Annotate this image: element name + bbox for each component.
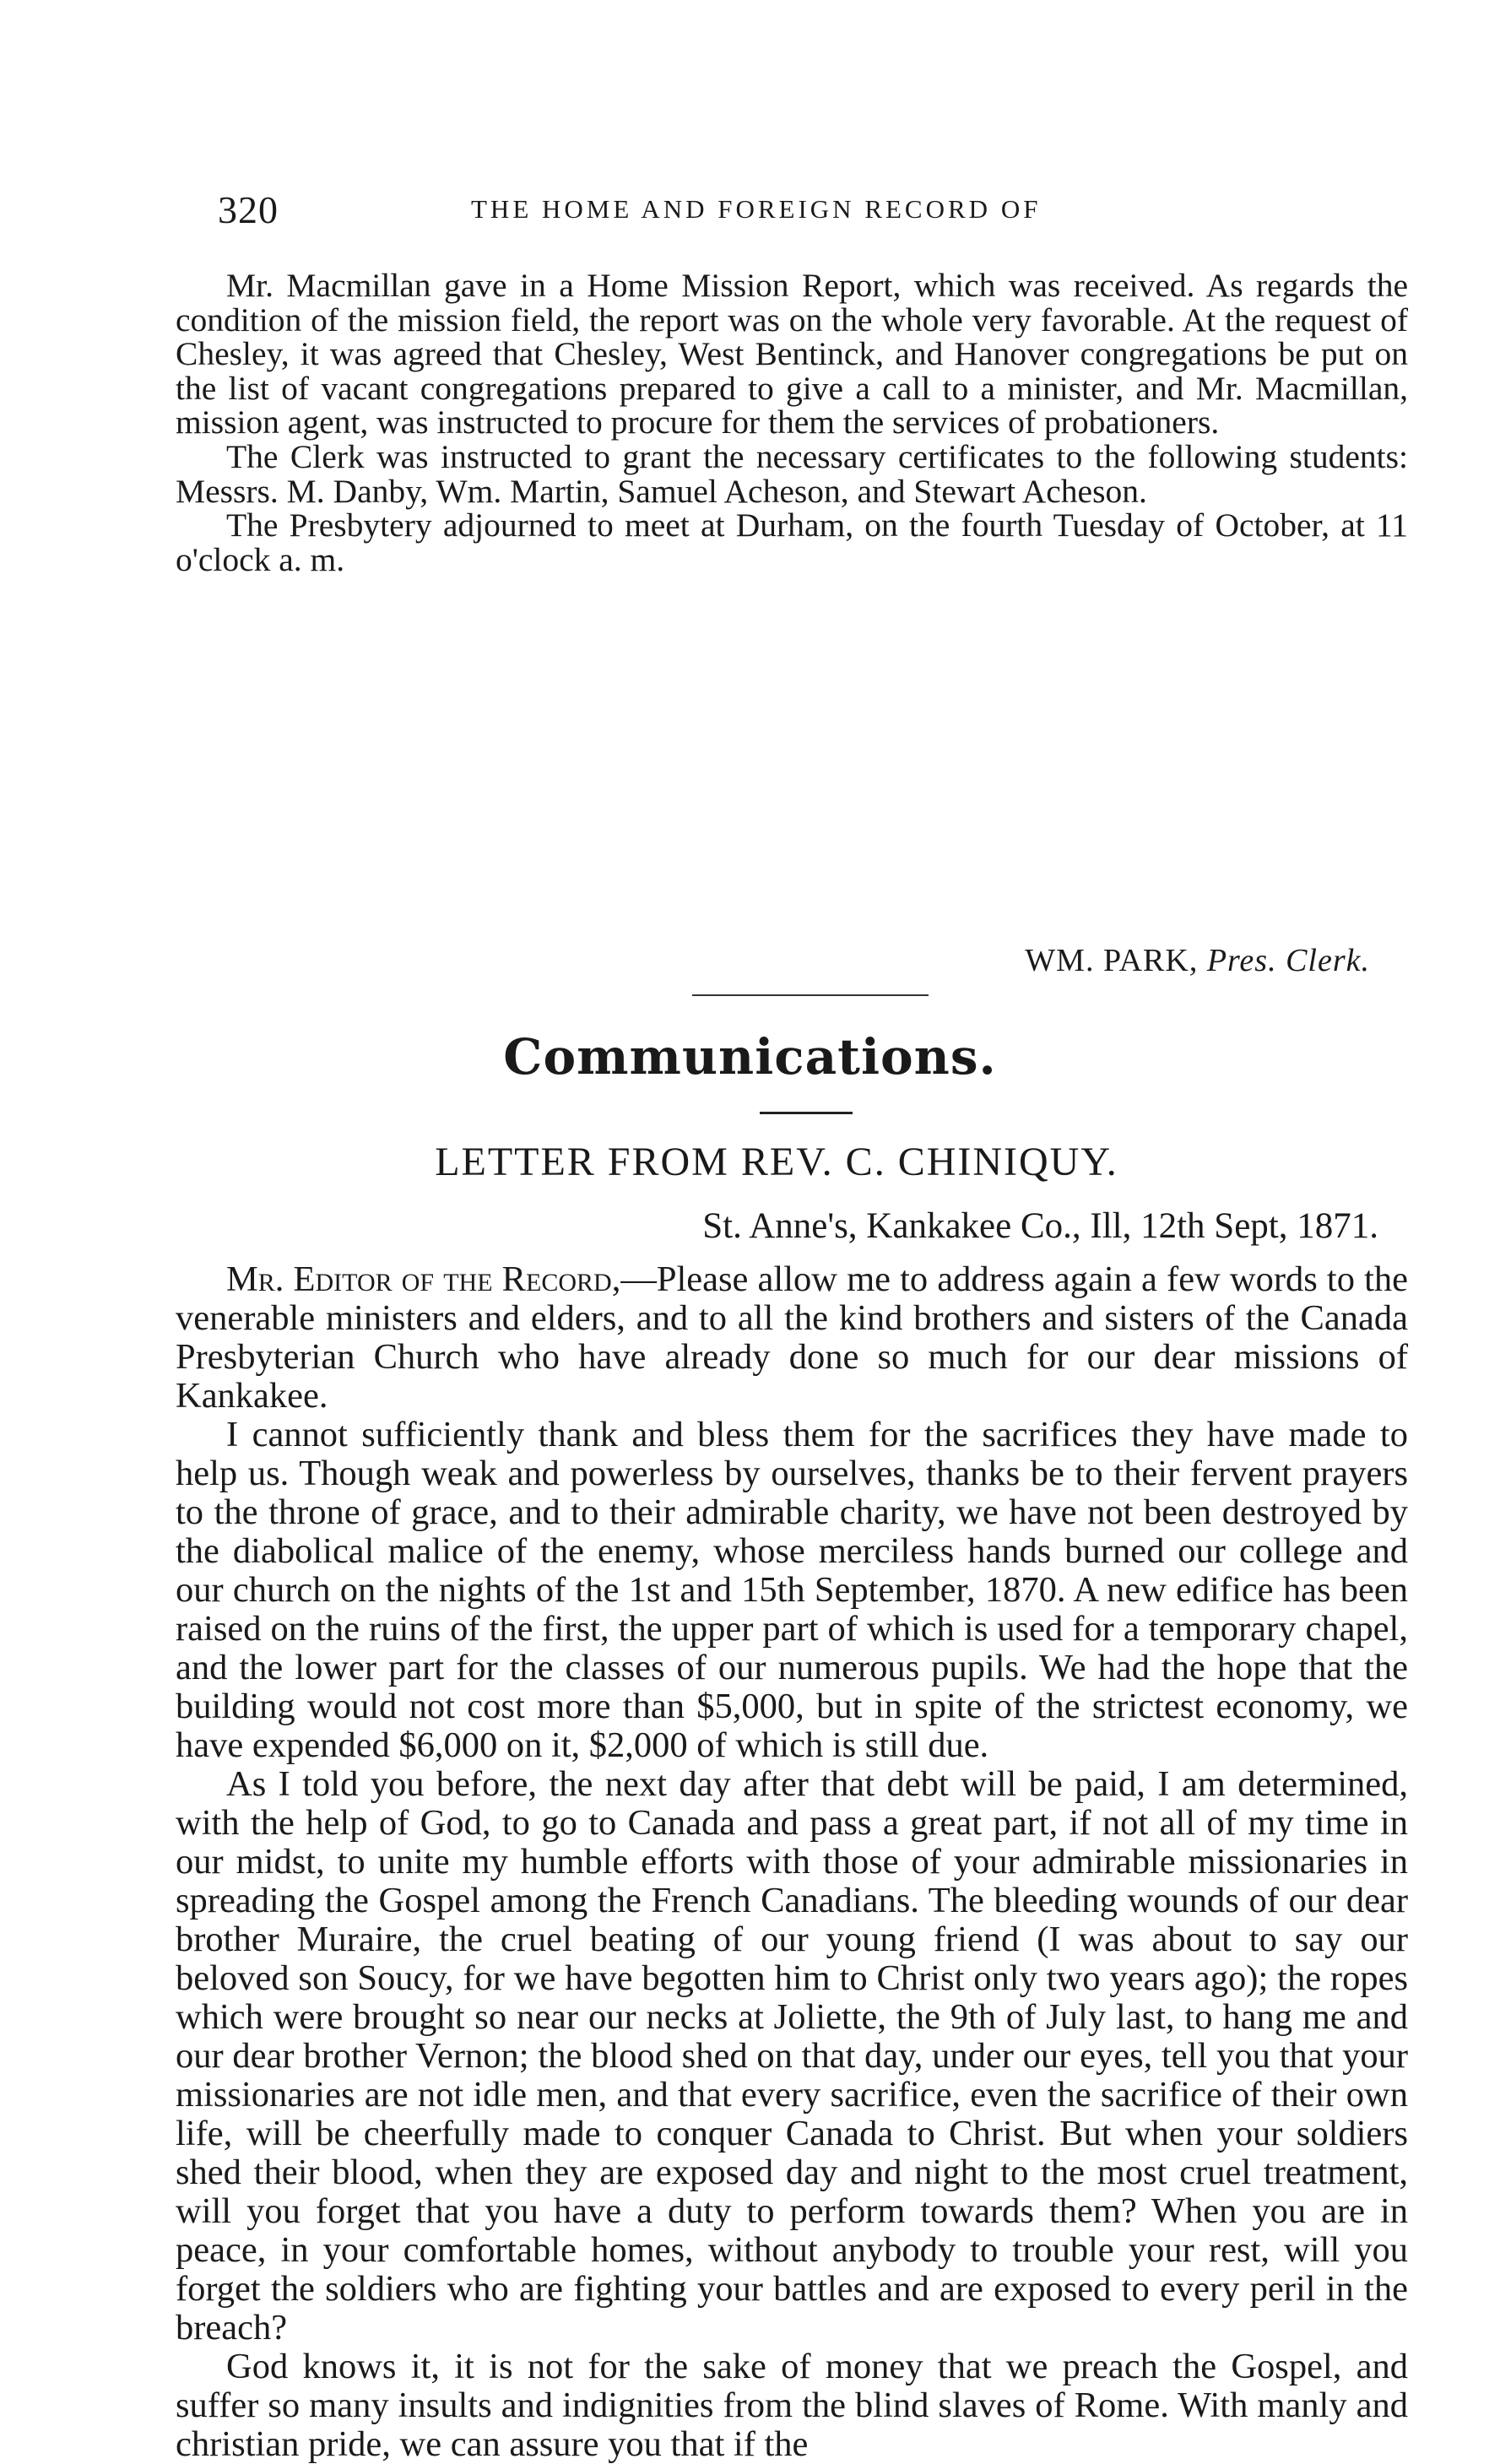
presbytery-paragraph: The Presbytery adjourned to meet at Durham, on the fourth Tuesday of October, at 11 o'clock a. m.	[176, 506, 1408, 578]
letter-paragraph: As I told you before, the next day after that debt will be paid, I am determined, with the help of God, to go to Canada and pass a great part, if not all of my time in our midst, to unite my humble efforts with those of your admirable missionaries in spreading the Gospel among the French Canadians. The bleeding wounds of our dear brother Muraire, the cruel beating of our young friend (I was about to say our beloved son Soucy, for we have begotten him to Christ only two years ago); the ropes which were brought so near our necks at Joliette, the 9th of July last, to hang me and our dear brother Vernon; the blood shed on that day, under our eyes, tell you that your missionaries are not idle men, and that every sacrifice, even the sacrifice of their own life, will be cheerfully made to conquer Canada to Christ. But when your soldiers shed their blood, when they are exposed day and night to the most cruel treatment, will you forget that you have a duty to perform towards them? When you are in peace, in your comfortable homes, without anybody to trouble your rest, will you forget the soldiers who are fighting your battles and are exposed to every peril in the breach?	[176, 1764, 1408, 2348]
letter-paragraph: God knows it, it is not for the sake of money that we preach the Gospel, and suffer so many insults and indignities from the blind slaves of Rome. With manly and christian pride, we can assure you that if the	[176, 2347, 1408, 2464]
signature-title: Pres. Clerk.	[1206, 943, 1370, 978]
clerk-signature	[176, 942, 1370, 979]
section-heading: Communications.	[503, 1028, 997, 1086]
page-number: 320	[218, 188, 279, 231]
presbytery-report	[176, 268, 1408, 577]
section-divider	[760, 1112, 853, 1114]
letter-opening-text: —Please allow me to address again a few words to the venerable ministers and elders, and to all the kind brothers and sisters of the Canada Presbyterian Church who have already done so much for our dear missions of Kankakee.	[176, 1259, 1409, 1416]
letter-dateline: St. Anne's, Kankakee Co., Ill, 12th Sept, 1871.	[702, 1206, 1378, 1246]
letter-paragraph: I cannot sufficiently thank and bless them for the sacrifices they have made to help us. Though weak and powerless by ourselves, thanks be to their fervent prayers to the throne of grace, and to their admirable charity, we have not been destroyed by the diabolical malice of the enemy, whose merciless hands burned our college and our church on the nights of the 1st and 15th September, 1870. A new edifice has been raised on the ruins of the first, the upper part of which is used for a temporary chapel, and the lower part for the classes of our numerous pupils. We had the hope that the building would not cost more than $5,000, but in spite of the strictest economy, we have expended $6,000 on it, $2,000 of which is still due.	[176, 1415, 1408, 1765]
letter-salutation: Mr. Editor of the Record,	[226, 1259, 621, 1299]
signature-name: WM. PARK,	[1025, 943, 1199, 978]
page-header	[218, 187, 1383, 238]
presbytery-paragraph: The Clerk was instructed to grant the necessary certificates to the following students: Messrs. M. Danby, Wm. Martin, Samuel Acheson, and Stewart Acheson.	[176, 437, 1408, 510]
running-head: THE HOME AND FOREIGN RECORD OF	[471, 194, 1042, 224]
letter-paragraph	[176, 1260, 1408, 1416]
letter-title: LETTER FROM REV. C. CHINIQUY.	[435, 1140, 1118, 1184]
letter-body	[176, 1260, 1408, 2464]
divider-rule	[692, 994, 929, 996]
presbytery-paragraph: Mr. Macmillan gave in a Home Mission Report, which was received. As regards the condition of the mission field, the report was on the whole very favorable. At the request of Chesley, it was agreed that Chesley, West Bentinck, and Hanover congregations be put on the list of vacant congregations prepared to give a call to a minister, and Mr. Macmillan, mission agent, was instructed to procure for them the services of probationers.	[176, 267, 1408, 441]
